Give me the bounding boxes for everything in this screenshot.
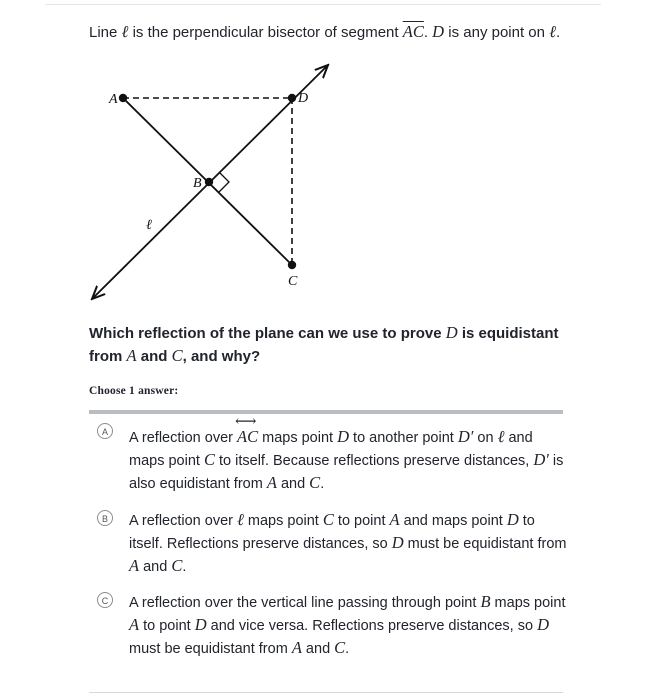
- choice-part: and vice versa. Reflections preserve distances, so: [206, 618, 538, 634]
- question-part: is equidistant from: [89, 325, 559, 365]
- math-d: D: [337, 427, 350, 446]
- choice-part: must be equidistant from: [403, 536, 567, 552]
- problem-statement: [89, 22, 560, 43]
- choice-b-text: [129, 509, 569, 578]
- math-c: C: [171, 556, 183, 575]
- label-a: A: [109, 92, 118, 107]
- math-b: B: [480, 592, 491, 611]
- point-a: [119, 94, 127, 102]
- choice-part: to point: [139, 618, 195, 634]
- math-d: D: [537, 615, 549, 634]
- choice-part: A reflection over the vertical line passing through point: [129, 595, 481, 611]
- math-c: C: [334, 638, 346, 657]
- math-ell: ℓ: [497, 427, 505, 446]
- choice-c[interactable]: [89, 590, 566, 660]
- right-angle-marker: [219, 172, 229, 192]
- choice-b-radio[interactable]: B: [97, 510, 113, 526]
- choice-c-text: [129, 591, 569, 660]
- choice-part: maps point: [490, 595, 566, 611]
- math-d-prime: D′: [533, 450, 549, 469]
- geometry-diagram: [85, 58, 345, 313]
- math-d: D: [432, 22, 445, 41]
- math-d: D: [391, 533, 404, 552]
- choose-label: Choose 1 answer:: [89, 385, 179, 397]
- math-ell: ℓ: [549, 22, 557, 41]
- math-d-prime: D′: [457, 427, 474, 446]
- choice-c-radio[interactable]: C: [97, 592, 113, 608]
- choice-b[interactable]: [89, 508, 567, 578]
- math-d: D: [506, 510, 519, 529]
- math-segment-ac: $\overline{AC}$: [402, 22, 424, 41]
- problem-text: Line: [89, 24, 122, 41]
- choice-part: and: [276, 476, 310, 492]
- choice-part: .: [345, 641, 350, 657]
- choice-a[interactable]: [89, 418, 563, 496]
- top-divider: [45, 4, 601, 5]
- choice-part: is also equidistant from: [129, 453, 564, 492]
- choice-part: and: [139, 559, 172, 575]
- choice-part: to point: [333, 513, 390, 529]
- choice-a-radio[interactable]: A: [97, 423, 113, 439]
- math-a: A: [129, 615, 140, 634]
- math-a: A: [389, 510, 400, 529]
- label-ell: ℓ: [146, 218, 152, 233]
- choice-part: to itself. Because reflections preserve distances,: [214, 453, 534, 469]
- problem-text: is any point on: [444, 24, 550, 41]
- choices-divider: [89, 410, 563, 414]
- choice-part: A reflection over: [129, 513, 237, 529]
- choice-part: to another point: [349, 430, 458, 446]
- point-b: [205, 178, 213, 186]
- math-a: A: [129, 556, 140, 575]
- choice-part: to itself. Reflections preserve distances, so: [129, 513, 535, 552]
- question-part: , and why?: [182, 348, 261, 365]
- point-d: [288, 94, 296, 102]
- choice-part: and maps point: [129, 430, 533, 469]
- choice-part: must be equidistant from: [129, 641, 292, 657]
- point-c: [288, 261, 296, 269]
- choice-part: .: [182, 559, 187, 575]
- math-a: A: [266, 473, 277, 492]
- choice-part: A reflection over: [129, 430, 237, 446]
- label-b: B: [193, 176, 202, 191]
- math-a: A: [126, 346, 137, 365]
- choice-part: .: [320, 476, 325, 492]
- problem-text: is the perpendicular bisector of segment: [128, 24, 403, 41]
- question-text: [89, 322, 569, 368]
- math-c: C: [322, 510, 334, 529]
- label-d: D: [298, 91, 309, 106]
- choice-part: and: [301, 641, 335, 657]
- choice-part: and maps point: [399, 513, 507, 529]
- math-ell: ℓ: [121, 22, 129, 41]
- math-d: D: [194, 615, 207, 634]
- question-part: and: [136, 348, 172, 365]
- choice-part: maps point: [243, 513, 323, 529]
- choice-part: on: [473, 430, 498, 446]
- choice-a-text: [129, 426, 569, 495]
- label-c: C: [288, 274, 298, 289]
- math-c: C: [309, 473, 321, 492]
- math-a: A: [291, 638, 302, 657]
- math-c: C: [171, 346, 183, 365]
- bottom-divider: [89, 692, 563, 693]
- problem-text: .: [423, 24, 433, 41]
- math-ell: ℓ: [237, 510, 244, 529]
- math-c: C: [203, 450, 215, 469]
- question-part: Which reflection of the plane can we use to prove: [89, 325, 446, 342]
- math-line-ac: ⟷ AC: [237, 426, 258, 448]
- math-d: D: [445, 323, 458, 342]
- problem-text: .: [556, 24, 561, 41]
- choice-part: maps point: [258, 430, 338, 446]
